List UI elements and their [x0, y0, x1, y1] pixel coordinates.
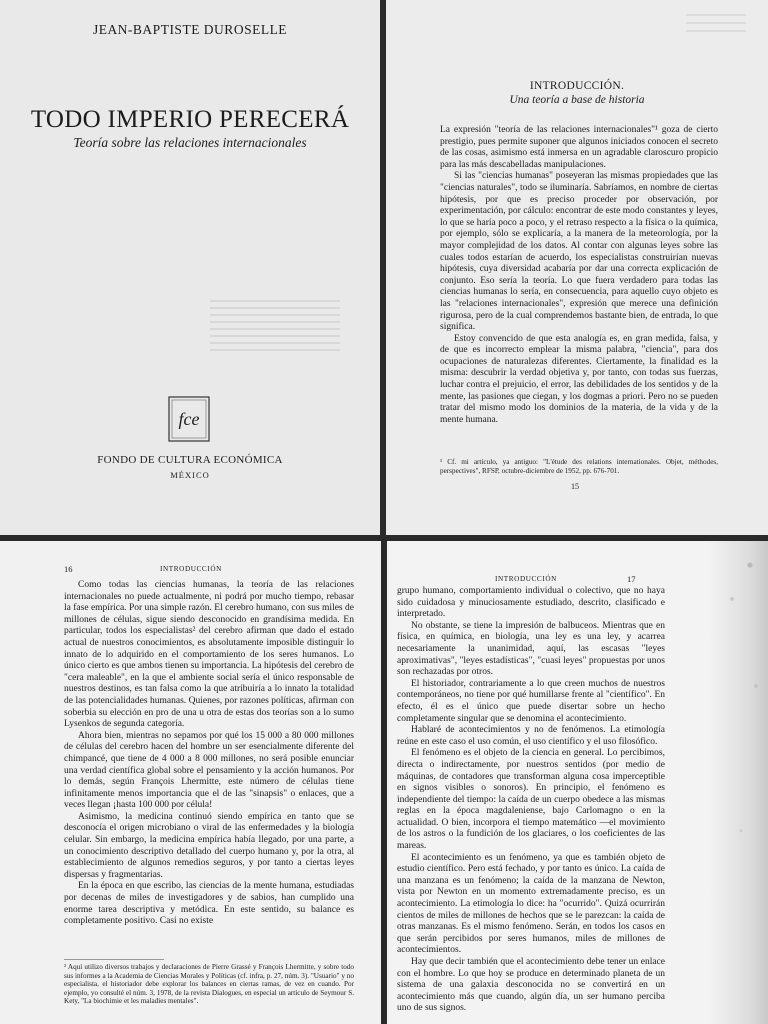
page-number: 17 — [627, 574, 636, 584]
page-number: 16 — [64, 564, 73, 574]
paragraph: Hablaré de acontecimientos y no de fenómenos. La etimología reúne en este caso el uso común, el uso científico y el uso filosófico. — [397, 725, 665, 747]
paragraph: Ahora bien, mientras no sepamos por qué los 15 000 a 80 000 millones de células del cerebro hacen del hombre un ser esencialmente diferente del chimpancé, que tiene de 4 000 a 8 000 millones, no será posible enunciar una verdad científica global sobre el pensamiento y la acción humanos. Por lo demás, según François Lhermitte, este número de células tiene infinitamente menos importancia que el de las "sinapsis" o enlaces, que a veces llegan ¡hasta 100 000 por célula! — [64, 730, 354, 811]
paragraph: La expresión "teoría de las relaciones internacionales"¹ goza de cierto prestigio, pues permite suponer que algunos iniciados conocen el secreto de las cosas, asimismo está inmersa en un agradable claroscuro propicio para las más descabelladas manipulaciones. — [440, 125, 718, 170]
publisher-name: FONDO DE CULTURA ECONÓMICA — [97, 454, 283, 466]
publisher-logo-icon — [165, 393, 213, 445]
bleed-through-text — [210, 300, 340, 356]
paragraph: Como todas las ciencias humanas, la teoría de las relaciones internacionales no puede actualmente, ni podrá por mucho tiempo, rebasar la fase empírica. Por una simple razón. El cerebro humano, con sus miles de millones de células, sigue siendo desconocido en grandísima medida. En particular, todos los especialistas² del cerebro afirman que dado el estado actual de nuestros conocimientos, es absolutamente imposible distinguir lo innato de lo adquirido en el comportamiento de los seres humanos. Lo único cierto es que ambos tienen su importancia. La hipótesis del cerebro de "cera maleable", en la que el ambiente social sería el único responsable de nuestros destinos, es tan falsa como la que atribuiría a lo innato la totalidad de las potencialidades humanas. Quienes, por razones políticas, afirman con soberbia su elección en pro de una u otra de estas dos teorías son a lo sumo Lysenkos de segunda categoría. — [64, 580, 354, 730]
title-page — [0, 0, 380, 535]
footnote: ¹ Cf. mi artículo, ya antiguo: "L'étude des relations internationales. Objet, méthodes, perspectives", RFSP, octubre-diciembre de 1952, pp. 676-701. — [440, 458, 718, 475]
paragraph: El historiador, contrariamente a lo que creen muchos de nuestros contemporáneos, no tiene por qué humillarse frente al "científico". En efecto, él es el único que puede disertar sobre un hecho completamente singular que se denomina el acontecimiento. — [397, 678, 665, 724]
chapter-title: INTRODUCCIÓN. — [529, 80, 625, 92]
book-page-17 — [387, 541, 768, 1024]
paragraph: En la época en que escribo, las ciencias de la mente humana, estudiadas por decenas de miles de investigadores y de sabios, han cumplido una enorme tarea descriptiva y metódica. En este sentido, su balance es completamente positivo. Casi no existe — [64, 881, 354, 927]
book-page-16 — [0, 541, 381, 1024]
publisher-logo-letters: fce — [178, 409, 200, 429]
paragraph: El acontecimiento es un fenómeno, ya que es también objeto de estudio científico. Pero está fechado, y por tanto es único. La caída de una manzana es un fenómeno; la caída de la manzana de Newton, vista por Newton en un momento extremadamente preciso, es un acontecimiento. La etimología lo dice: ha "ocurrido". Quizá ocurrirán cientos de miles de millones de hechos que se le parezcan: la caída de otras manzanas. Es el mismo fenómeno. Serán, en todos los casos en que serán percibidos por seres humanos, miles de millones de acontecimientos. — [397, 852, 665, 956]
body-text — [440, 125, 718, 426]
paragraph: Si las "ciencias humanas" poseyeran las mismas propiedades que las "ciencias naturales", todo se iluminaría. Sabríamos, en nombre de ciertas hipótesis, por que es preciso proceder por observación, por experimentación, por cálculo: encontrar de este modo constantes y leyes, lo que se haría poco a poco, y el retraso respecto a la física o la química, por ejemplo, sólo se explicaría, a la manera de la meteorología, por la mayor complejidad de los datos. Al contar con algunas leyes sobre las cuales todos estarían de acuerdo, los especialistas construirían nuevas hipótesis, cuya diversidad acabaría por dar una correcta explicación de conjunto. Eso sería la teoría. Lo que fuera verdadero para todas las ciencias humanas lo sería, en consecuencia, para aquello cuyo objeto es las "relaciones internacionales", expresión que merece una definición rigurosa, pero de la cual comprendemos bastante bien, de entrada, lo que significa. — [440, 171, 718, 333]
chapter-subtitle: Una teoría a base de historia — [509, 94, 645, 106]
footnote-rule — [64, 959, 164, 960]
body-text — [397, 586, 665, 1015]
paragraph: grupo humano, comportamiento individual o colectivo, que no haya sido cuidadosa y minuciosamente estudiado, descrito, clasificado e interpretado. — [397, 586, 665, 620]
book-author: JEAN-BAPTISTE DUROSELLE — [92, 22, 288, 37]
paragraph: No obstante, se tiene la impresión de balbuceos. Mientras que en física, en química, en biología, una ley es una ley, y acarrea necesariamente la unanimidad, aquí, las escasas "leyes aproximativas", "leyes estadísticas", "cuasi leyes" propuestas por unos son rechazadas por otros. — [397, 620, 665, 678]
paragraph: Hay que decir también que el acontecimiento debe tener un enlace con el hombre. Lo que hoy se produce en determinado planeta de un sistema de una galaxia desconocida no se convertirá en un acontecimiento más que cuando, algún día, un ser humano perciba uno de sus signos. — [397, 957, 665, 1014]
bleed-through-text — [686, 14, 746, 38]
book-title: TODO IMPERIO PERECERÁ — [30, 106, 350, 133]
page-number: 15 — [571, 482, 579, 491]
paragraph: El fenómeno es el objeto de la ciencia en general. Lo percibimos, directa o indirectamente, por nuestros sentidos (por medio de máquinas, de contadores que transforman alguna cosa imperceptible en signos visibles o sonoros). En principio, el fenómeno es independiente del tiempo: la caída de un cuerpo obedece a las mismas reglas en la época magdaleniense, bajo Carlomagno o en la actualidad. O bien, incorpora el tiempo matemático —el movimiento de los astros o la fundición de los glaciares, o los coeficientes de las mareas. — [397, 748, 665, 852]
paragraph: Asimismo, la medicina continuó siendo empírica en tanto que se desconocía el origen microbiano o viral de las enfermedades y la biología celular. Sin embargo, la medicina empírica había llegado, por una parte, a un conocimiento descriptivo detallado del cuerpo humano y, por la otra, al establecimiento de algunos remedios seguros, y por tanto a ciertas leyes dispersas y fragmentarias. — [64, 811, 354, 880]
running-head: INTRODUCCIÓN — [495, 575, 557, 583]
scan-shadow — [708, 541, 768, 1024]
publisher-city: MÉXICO — [170, 470, 210, 480]
body-text — [64, 580, 354, 928]
paragraph: Estoy convencido de que esta analogía es, en gran medida, falsa, y de que es incorrecto emplear la misma palabra, "ciencia", para dos ocupaciones de naturalezas diferentes. Ciertamente, la finalidad es la misma: descubrir la verdad objetiva y, por tanto, con todas sus fuerzas, luchar contra el prejuicio, el error, las debilidades de los sentidos y de la mente, las pasiones que ciegan, y los dogmas a priori. Pero no se pueden tratar del mismo modo los dominios de la materia, de la vida y de la mente humana. — [440, 333, 718, 425]
book-subtitle: Teoría sobre las relaciones internacionales — [73, 135, 307, 150]
introduction-page-15 — [386, 0, 768, 535]
running-head: INTRODUCCIÓN — [160, 565, 222, 573]
footnote: ² Aquí utilizo diversos trabajos y declaraciones de Pierre Grassé y François Lhermitte, y sobre todo sus informes a la Academia de Ciencias Morales y Políticas (cf. infra, p. 27, núm. 3). "Usuario" y no especialista, el historiador debe explorar los balances en ciertas ramas, de vez en cuando. Por ejemplo, yo consulté el núm. 3, 1978, de la revista Dialogues, en especial un artículo de Seymour S. Kety, "La biochimie et les maladies mentales". — [64, 963, 354, 1006]
